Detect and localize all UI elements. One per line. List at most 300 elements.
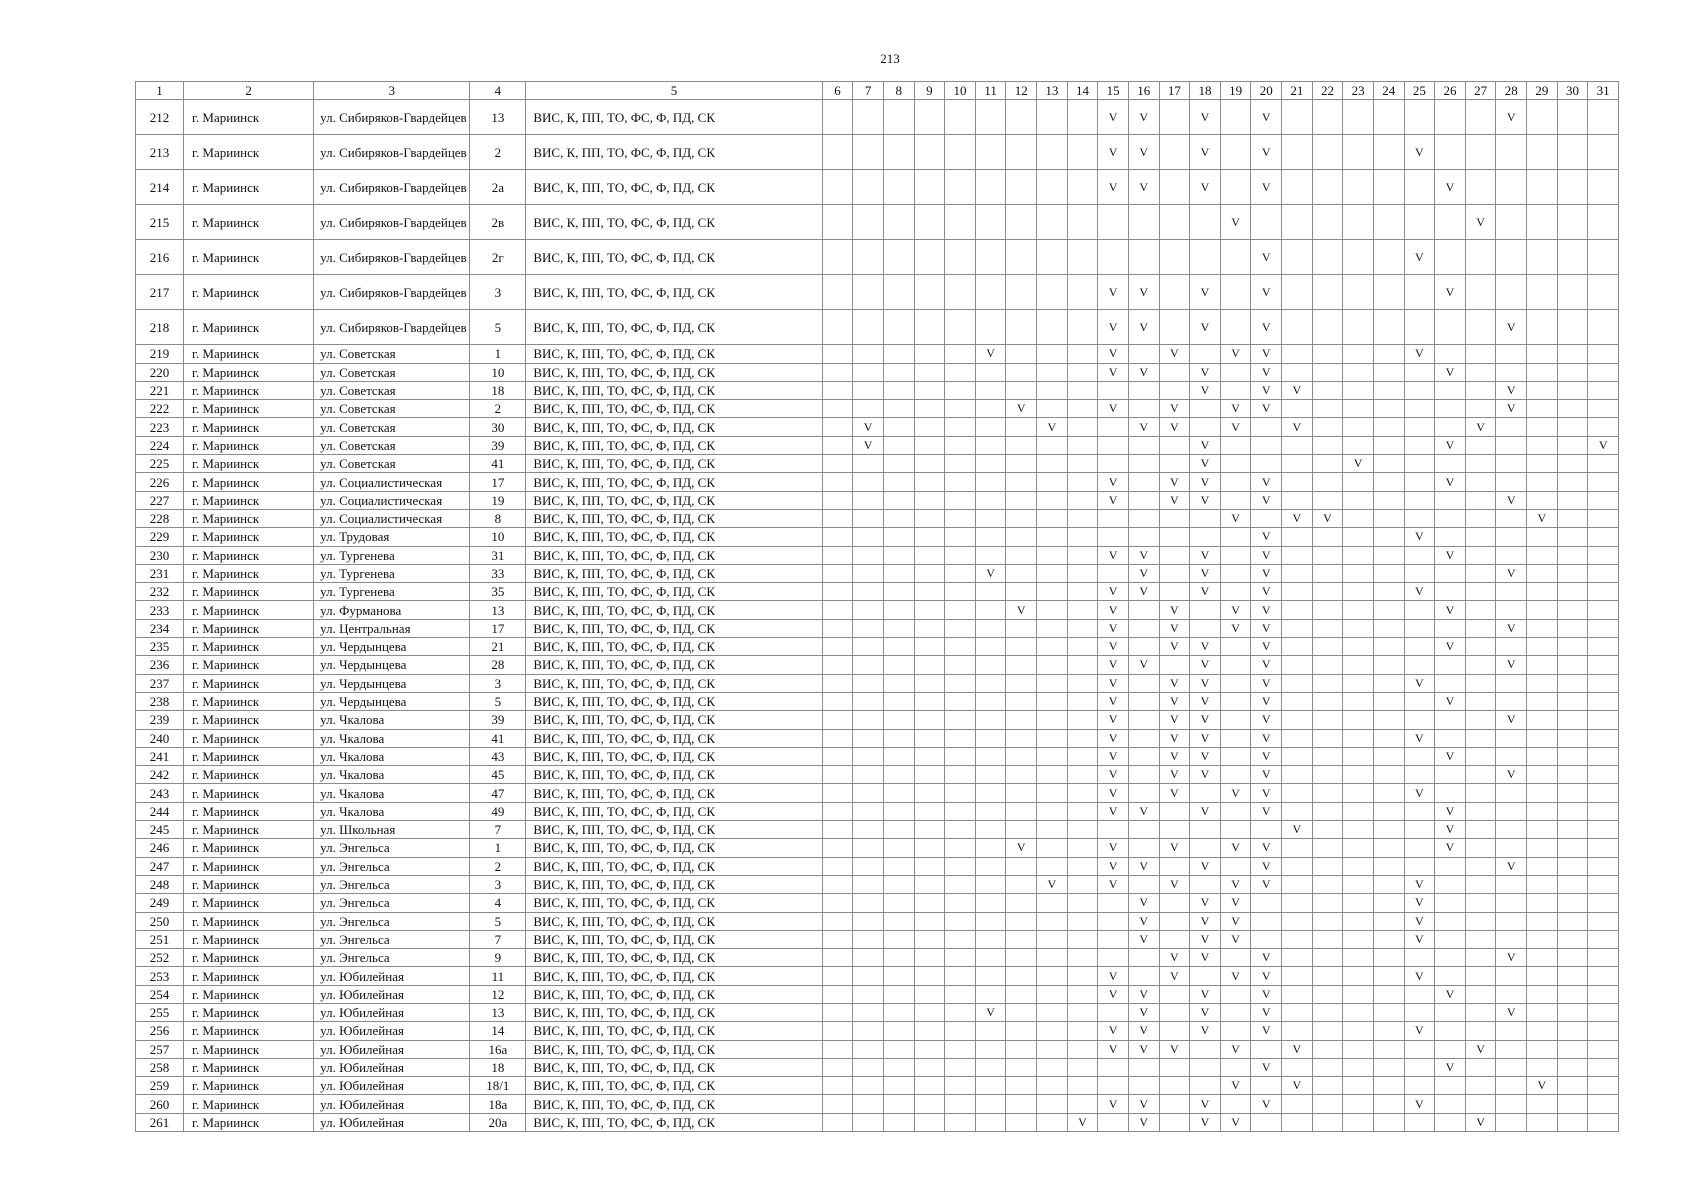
mark-cell bbox=[1159, 564, 1190, 582]
mark-cell bbox=[822, 473, 853, 491]
mark-cell bbox=[1435, 1003, 1466, 1021]
mark-cell bbox=[1465, 857, 1496, 875]
city-cell: г. Мариинск bbox=[184, 747, 314, 765]
city-cell: г. Мариинск bbox=[184, 1058, 314, 1076]
street-cell: ул. Энгельса bbox=[314, 894, 470, 912]
table-row bbox=[136, 821, 1619, 839]
mark-cell bbox=[914, 1077, 945, 1095]
mark-cell: V bbox=[1128, 275, 1159, 310]
mark-cell bbox=[975, 418, 1006, 436]
city-cell: г. Мариинск bbox=[184, 729, 314, 747]
table-row bbox=[136, 528, 1619, 546]
mark-cell bbox=[1037, 1022, 1068, 1040]
mark-cell bbox=[1343, 729, 1374, 747]
mark-cell: V bbox=[1128, 1003, 1159, 1021]
mark-cell: V bbox=[1128, 564, 1159, 582]
mark-cell bbox=[914, 930, 945, 948]
mark-cell bbox=[883, 509, 914, 527]
codes-cell: ВИС, К, ПП, ТО, ФС, Ф, ПД, СК bbox=[526, 546, 822, 564]
mark-cell bbox=[1251, 436, 1282, 454]
mark-cell bbox=[1404, 491, 1435, 509]
mark-cell bbox=[1312, 455, 1343, 473]
mark-cell bbox=[1006, 638, 1037, 656]
mark-cell bbox=[1588, 583, 1619, 601]
mark-cell bbox=[1037, 1095, 1068, 1113]
mark-cell bbox=[1588, 875, 1619, 893]
mark-cell bbox=[1496, 912, 1527, 930]
mark-cell bbox=[1343, 839, 1374, 857]
mark-cell bbox=[975, 135, 1006, 170]
mark-cell bbox=[1496, 894, 1527, 912]
table-row bbox=[136, 619, 1619, 637]
mark-cell: V bbox=[1220, 509, 1251, 527]
codes-cell: ВИС, К, ПП, ТО, ФС, Ф, ПД, СК bbox=[526, 967, 822, 985]
mark-cell bbox=[945, 967, 976, 985]
codes-cell: ВИС, К, ПП, ТО, ФС, Ф, ПД, СК bbox=[526, 949, 822, 967]
mark-cell bbox=[853, 546, 884, 564]
mark-cell bbox=[1006, 711, 1037, 729]
table-row bbox=[136, 784, 1619, 802]
mark-cell bbox=[1465, 400, 1496, 418]
mark-cell bbox=[883, 363, 914, 381]
mark-cell bbox=[1404, 711, 1435, 729]
street-cell: ул. Трудовая bbox=[314, 528, 470, 546]
mark-cell bbox=[1067, 363, 1098, 381]
mark-cell bbox=[914, 528, 945, 546]
mark-cell bbox=[975, 1040, 1006, 1058]
mark-cell bbox=[1496, 509, 1527, 527]
mark-cell bbox=[1159, 821, 1190, 839]
header-cell: 17 bbox=[1159, 82, 1190, 100]
mark-cell bbox=[1220, 766, 1251, 784]
mark-cell bbox=[1006, 1003, 1037, 1021]
mark-cell bbox=[1435, 912, 1466, 930]
mark-cell bbox=[1588, 912, 1619, 930]
mark-cell: V bbox=[1251, 564, 1282, 582]
mark-cell bbox=[1006, 912, 1037, 930]
row-number: 227 bbox=[136, 491, 184, 509]
mark-cell: V bbox=[1190, 729, 1221, 747]
mark-cell bbox=[1588, 729, 1619, 747]
header-cell: 8 bbox=[883, 82, 914, 100]
table-row bbox=[136, 345, 1619, 363]
table-body bbox=[136, 100, 1619, 1132]
codes-cell: ВИС, К, ПП, ТО, ФС, Ф, ПД, СК bbox=[526, 1077, 822, 1095]
street-cell: ул. Чкалова bbox=[314, 802, 470, 820]
mark-cell bbox=[1373, 912, 1404, 930]
mark-cell: V bbox=[1404, 784, 1435, 802]
mark-cell bbox=[1251, 821, 1282, 839]
mark-cell bbox=[975, 205, 1006, 240]
mark-cell bbox=[975, 436, 1006, 454]
mark-cell bbox=[1373, 1040, 1404, 1058]
mark-cell bbox=[1465, 473, 1496, 491]
mark-cell bbox=[1220, 729, 1251, 747]
mark-cell bbox=[1557, 857, 1588, 875]
table-row bbox=[136, 546, 1619, 564]
mark-cell bbox=[1588, 491, 1619, 509]
mark-cell bbox=[883, 967, 914, 985]
mark-cell bbox=[975, 491, 1006, 509]
mark-cell bbox=[1373, 985, 1404, 1003]
mark-cell bbox=[914, 674, 945, 692]
mark-cell bbox=[1098, 930, 1129, 948]
street-cell: ул. Энгельса bbox=[314, 875, 470, 893]
header-cell: 18 bbox=[1190, 82, 1221, 100]
codes-cell: ВИС, К, ПП, ТО, ФС, Ф, ПД, СК bbox=[526, 601, 822, 619]
mark-cell: V bbox=[1251, 839, 1282, 857]
mark-cell bbox=[1343, 747, 1374, 765]
mark-cell bbox=[1159, 310, 1190, 345]
row-number: 259 bbox=[136, 1077, 184, 1095]
mark-cell bbox=[822, 601, 853, 619]
mark-cell bbox=[914, 784, 945, 802]
house-cell: 11 bbox=[470, 967, 526, 985]
mark-cell: V bbox=[1159, 400, 1190, 418]
mark-cell bbox=[1312, 656, 1343, 674]
mark-cell bbox=[1496, 170, 1527, 205]
mark-cell bbox=[945, 400, 976, 418]
table-row bbox=[136, 839, 1619, 857]
mark-cell bbox=[1588, 949, 1619, 967]
mark-cell: V bbox=[1006, 839, 1037, 857]
mark-cell bbox=[822, 1040, 853, 1058]
mark-cell bbox=[1527, 170, 1558, 205]
mark-cell bbox=[1037, 912, 1068, 930]
mark-cell bbox=[1343, 949, 1374, 967]
mark-cell bbox=[1343, 638, 1374, 656]
city-cell: г. Мариинск bbox=[184, 894, 314, 912]
mark-cell bbox=[1557, 135, 1588, 170]
mark-cell bbox=[1588, 528, 1619, 546]
mark-cell bbox=[883, 381, 914, 399]
mark-cell bbox=[1404, 839, 1435, 857]
mark-cell bbox=[822, 345, 853, 363]
table-header-row bbox=[136, 82, 1619, 100]
house-cell: 2в bbox=[470, 205, 526, 240]
mark-cell bbox=[975, 601, 1006, 619]
mark-cell bbox=[1373, 546, 1404, 564]
mark-cell bbox=[1435, 729, 1466, 747]
mark-cell bbox=[822, 1113, 853, 1131]
mark-cell bbox=[945, 674, 976, 692]
mark-cell: V bbox=[1190, 455, 1221, 473]
mark-cell bbox=[1557, 839, 1588, 857]
mark-cell bbox=[1465, 729, 1496, 747]
mark-cell: V bbox=[1404, 967, 1435, 985]
mark-cell bbox=[1312, 583, 1343, 601]
mark-cell bbox=[1159, 1003, 1190, 1021]
table-row bbox=[136, 985, 1619, 1003]
mark-cell bbox=[945, 711, 976, 729]
mark-cell bbox=[1312, 747, 1343, 765]
mark-cell: V bbox=[1404, 1022, 1435, 1040]
mark-cell bbox=[1312, 894, 1343, 912]
mark-cell bbox=[1006, 619, 1037, 637]
mark-cell bbox=[914, 1040, 945, 1058]
mark-cell bbox=[883, 583, 914, 601]
mark-cell bbox=[1557, 601, 1588, 619]
codes-cell: ВИС, К, ПП, ТО, ФС, Ф, ПД, СК bbox=[526, 784, 822, 802]
mark-cell bbox=[1404, 949, 1435, 967]
mark-cell bbox=[1312, 100, 1343, 135]
mark-cell bbox=[1190, 418, 1221, 436]
mark-cell bbox=[1282, 766, 1313, 784]
row-number: 249 bbox=[136, 894, 184, 912]
mark-cell bbox=[1037, 601, 1068, 619]
mark-cell bbox=[1128, 1058, 1159, 1076]
mark-cell bbox=[1037, 1077, 1068, 1095]
mark-cell bbox=[1220, 436, 1251, 454]
mark-cell bbox=[1037, 802, 1068, 820]
mark-cell bbox=[975, 985, 1006, 1003]
mark-cell: V bbox=[1496, 711, 1527, 729]
mark-cell bbox=[1282, 729, 1313, 747]
mark-cell bbox=[1557, 656, 1588, 674]
codes-cell: ВИС, К, ПП, ТО, ФС, Ф, ПД, СК bbox=[526, 205, 822, 240]
mark-cell bbox=[1373, 400, 1404, 418]
mark-cell bbox=[1282, 240, 1313, 275]
codes-cell: ВИС, К, ПП, ТО, ФС, Ф, ПД, СК bbox=[526, 821, 822, 839]
street-cell: ул. Сибиряков-Гвардейцев bbox=[314, 135, 470, 170]
mark-cell bbox=[1006, 1058, 1037, 1076]
mark-cell: V bbox=[1404, 583, 1435, 601]
city-cell: г. Мариинск bbox=[184, 100, 314, 135]
mark-cell: V bbox=[1190, 747, 1221, 765]
mark-cell bbox=[1251, 418, 1282, 436]
mark-cell bbox=[822, 784, 853, 802]
mark-cell bbox=[1128, 692, 1159, 710]
header-cell: 24 bbox=[1373, 82, 1404, 100]
row-number: 239 bbox=[136, 711, 184, 729]
mark-cell bbox=[1373, 674, 1404, 692]
mark-cell: V bbox=[1435, 436, 1466, 454]
mark-cell bbox=[1404, 656, 1435, 674]
mark-cell bbox=[883, 729, 914, 747]
mark-cell bbox=[1557, 949, 1588, 967]
mark-cell bbox=[1527, 418, 1558, 436]
house-cell: 43 bbox=[470, 747, 526, 765]
header-cell: 12 bbox=[1006, 82, 1037, 100]
mark-cell: V bbox=[1098, 857, 1129, 875]
mark-cell bbox=[822, 509, 853, 527]
mark-cell: V bbox=[1251, 363, 1282, 381]
mark-cell bbox=[822, 875, 853, 893]
mark-cell bbox=[1343, 784, 1374, 802]
mark-cell bbox=[1312, 275, 1343, 310]
mark-cell bbox=[822, 656, 853, 674]
mark-cell bbox=[883, 1022, 914, 1040]
mark-cell bbox=[853, 1095, 884, 1113]
mark-cell bbox=[1037, 1113, 1068, 1131]
mark-cell bbox=[1527, 240, 1558, 275]
mark-cell bbox=[1067, 205, 1098, 240]
mark-cell: V bbox=[1159, 692, 1190, 710]
street-cell: ул. Чкалова bbox=[314, 747, 470, 765]
codes-cell: ВИС, К, ПП, ТО, ФС, Ф, ПД, СК bbox=[526, 418, 822, 436]
mark-cell bbox=[1159, 1022, 1190, 1040]
mark-cell bbox=[1037, 674, 1068, 692]
house-cell: 18а bbox=[470, 1095, 526, 1113]
mark-cell: V bbox=[1251, 619, 1282, 637]
mark-cell bbox=[914, 205, 945, 240]
mark-cell bbox=[1588, 100, 1619, 135]
mark-cell: V bbox=[1190, 802, 1221, 820]
mark-cell bbox=[1557, 1058, 1588, 1076]
mark-cell bbox=[1465, 766, 1496, 784]
mark-cell bbox=[975, 1095, 1006, 1113]
mark-cell bbox=[1527, 491, 1558, 509]
mark-cell bbox=[1037, 436, 1068, 454]
mark-cell bbox=[975, 1077, 1006, 1095]
mark-cell bbox=[1006, 546, 1037, 564]
mark-cell bbox=[883, 839, 914, 857]
mark-cell bbox=[945, 564, 976, 582]
mark-cell bbox=[1527, 100, 1558, 135]
house-cell: 21 bbox=[470, 638, 526, 656]
street-cell: ул. Чердынцева bbox=[314, 692, 470, 710]
mark-cell bbox=[1098, 564, 1129, 582]
mark-cell bbox=[945, 310, 976, 345]
mark-cell bbox=[1067, 528, 1098, 546]
mark-cell bbox=[1220, 1058, 1251, 1076]
mark-cell bbox=[1159, 1113, 1190, 1131]
mark-cell bbox=[1557, 100, 1588, 135]
mark-cell bbox=[1496, 967, 1527, 985]
mark-cell bbox=[1588, 135, 1619, 170]
mark-cell bbox=[1067, 436, 1098, 454]
codes-cell: ВИС, К, ПП, ТО, ФС, Ф, ПД, СК bbox=[526, 747, 822, 765]
street-cell: ул. Советская bbox=[314, 455, 470, 473]
mark-cell bbox=[883, 857, 914, 875]
mark-cell bbox=[1067, 1077, 1098, 1095]
mark-cell bbox=[883, 711, 914, 729]
header-cell: 14 bbox=[1067, 82, 1098, 100]
house-cell: 13 bbox=[470, 1003, 526, 1021]
street-cell: ул. Энгельса bbox=[314, 930, 470, 948]
mark-cell: V bbox=[1159, 1040, 1190, 1058]
street-cell: ул. Чердынцева bbox=[314, 656, 470, 674]
row-number: 230 bbox=[136, 546, 184, 564]
mark-cell bbox=[1006, 857, 1037, 875]
mark-cell bbox=[914, 583, 945, 601]
mark-cell bbox=[1098, 821, 1129, 839]
mark-cell: V bbox=[1159, 491, 1190, 509]
street-cell: ул. Сибиряков-Гвардейцев bbox=[314, 240, 470, 275]
mark-cell bbox=[883, 802, 914, 820]
mark-cell: V bbox=[1588, 436, 1619, 454]
mark-cell bbox=[1465, 692, 1496, 710]
mark-cell bbox=[1465, 711, 1496, 729]
mark-cell bbox=[914, 747, 945, 765]
mark-cell: V bbox=[1435, 546, 1466, 564]
mark-cell bbox=[1373, 857, 1404, 875]
mark-cell bbox=[1220, 1022, 1251, 1040]
mark-cell: V bbox=[1496, 656, 1527, 674]
city-cell: г. Мариинск bbox=[184, 509, 314, 527]
mark-cell: V bbox=[1251, 784, 1282, 802]
mark-cell bbox=[853, 766, 884, 784]
mark-cell bbox=[1282, 564, 1313, 582]
house-cell: 4 bbox=[470, 894, 526, 912]
codes-cell: ВИС, К, ПП, ТО, ФС, Ф, ПД, СК bbox=[526, 857, 822, 875]
mark-cell bbox=[822, 821, 853, 839]
mark-cell bbox=[853, 894, 884, 912]
mark-cell bbox=[1128, 455, 1159, 473]
mark-cell bbox=[1588, 821, 1619, 839]
mark-cell bbox=[883, 100, 914, 135]
mark-cell bbox=[1557, 509, 1588, 527]
header-cell: 23 bbox=[1343, 82, 1374, 100]
mark-cell: V bbox=[1251, 528, 1282, 546]
mark-cell bbox=[883, 418, 914, 436]
mark-cell: V bbox=[1404, 345, 1435, 363]
mark-cell bbox=[1098, 1077, 1129, 1095]
mark-cell bbox=[853, 949, 884, 967]
mark-cell: V bbox=[1496, 766, 1527, 784]
mark-cell bbox=[883, 1113, 914, 1131]
mark-cell bbox=[1006, 729, 1037, 747]
city-cell: г. Мариинск bbox=[184, 821, 314, 839]
mark-cell bbox=[1373, 473, 1404, 491]
mark-cell bbox=[1496, 583, 1527, 601]
house-cell: 41 bbox=[470, 729, 526, 747]
mark-cell bbox=[1527, 1022, 1558, 1040]
mark-cell: V bbox=[1496, 564, 1527, 582]
mark-cell: V bbox=[1159, 473, 1190, 491]
row-number: 260 bbox=[136, 1095, 184, 1113]
mark-cell bbox=[1312, 400, 1343, 418]
mark-cell: V bbox=[1251, 345, 1282, 363]
city-cell: г. Мариинск bbox=[184, 491, 314, 509]
mark-cell bbox=[1435, 205, 1466, 240]
mark-cell bbox=[1496, 985, 1527, 1003]
mark-cell bbox=[1404, 1077, 1435, 1095]
mark-cell bbox=[1496, 363, 1527, 381]
mark-cell bbox=[853, 821, 884, 839]
row-number: 238 bbox=[136, 692, 184, 710]
mark-cell bbox=[1343, 100, 1374, 135]
mark-cell bbox=[945, 894, 976, 912]
row-number: 214 bbox=[136, 170, 184, 205]
mark-cell bbox=[1373, 949, 1404, 967]
mark-cell bbox=[853, 1003, 884, 1021]
mark-cell: V bbox=[1098, 583, 1129, 601]
mark-cell bbox=[1220, 240, 1251, 275]
mark-cell bbox=[1496, 638, 1527, 656]
mark-cell bbox=[945, 418, 976, 436]
mark-cell: V bbox=[1098, 985, 1129, 1003]
street-cell: ул. Социалистическая bbox=[314, 509, 470, 527]
mark-cell bbox=[1527, 619, 1558, 637]
mark-cell bbox=[1037, 747, 1068, 765]
mark-cell bbox=[1465, 967, 1496, 985]
city-cell: г. Мариинск bbox=[184, 930, 314, 948]
mark-cell bbox=[1128, 839, 1159, 857]
mark-cell bbox=[1588, 310, 1619, 345]
mark-cell: V bbox=[1098, 100, 1129, 135]
house-cell: 8 bbox=[470, 509, 526, 527]
mark-cell bbox=[1496, 418, 1527, 436]
mark-cell bbox=[1037, 275, 1068, 310]
row-number: 216 bbox=[136, 240, 184, 275]
mark-cell: V bbox=[1404, 729, 1435, 747]
table-row bbox=[136, 473, 1619, 491]
mark-cell bbox=[1588, 1022, 1619, 1040]
mark-cell bbox=[1037, 839, 1068, 857]
mark-cell bbox=[822, 894, 853, 912]
mark-cell bbox=[1465, 509, 1496, 527]
